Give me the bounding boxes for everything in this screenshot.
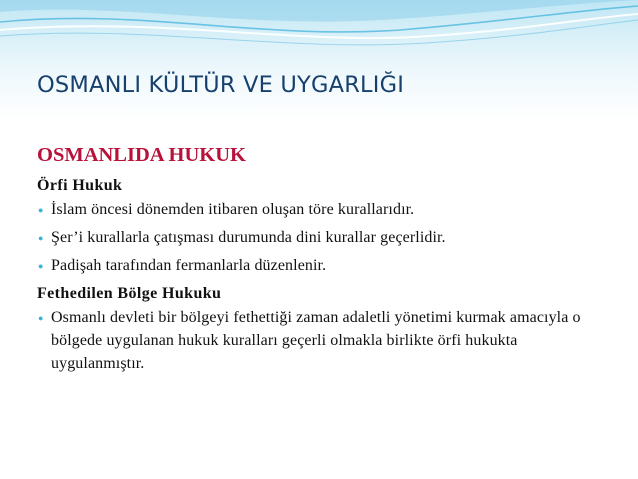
slide-subheading: OSMANLIDA HUKUK xyxy=(37,144,247,166)
list-item-text: Osmanlı devleti bir bölgeyi fethettiği zaman adaletli yönetimi kurmak amacıyla o bölgede uygulanan hukuk kuralları geçerli olmakla birlikte örfi hukukta uygulanmıştır. xyxy=(51,309,581,372)
section-heading-fethedilen-bolge-hukuku: Fethedilen Bölge Hukuku xyxy=(37,285,222,302)
bullet-list-fethedilen-bolge-hukuku xyxy=(37,306,607,375)
list-item-text: Şer’i kurallarla çatışması durumunda dini kurallar geçerlidir. xyxy=(51,229,446,246)
slide-content xyxy=(37,142,607,379)
list-item xyxy=(37,254,607,278)
bullet-icon: ● xyxy=(38,205,44,215)
bullet-icon: ● xyxy=(38,261,44,271)
list-item xyxy=(37,226,607,250)
bullet-list-orfi-hukuk xyxy=(37,198,607,278)
list-item-text: İslam öncesi dönemden itibaren oluşan töre kurallarıdır. xyxy=(51,201,415,218)
slide-title: OSMANLI KÜLTÜR VE UYGARLIĞI xyxy=(37,72,405,98)
list-item xyxy=(37,198,607,222)
section-heading-orfi-hukuk: Örfi Hukuk xyxy=(37,177,123,194)
list-item-text: Padişah tarafından fermanlarla düzenlenir. xyxy=(51,257,327,274)
bullet-icon: ● xyxy=(38,233,44,243)
decorative-wave xyxy=(0,0,638,70)
list-item xyxy=(37,306,607,375)
bullet-icon: ● xyxy=(38,313,44,323)
